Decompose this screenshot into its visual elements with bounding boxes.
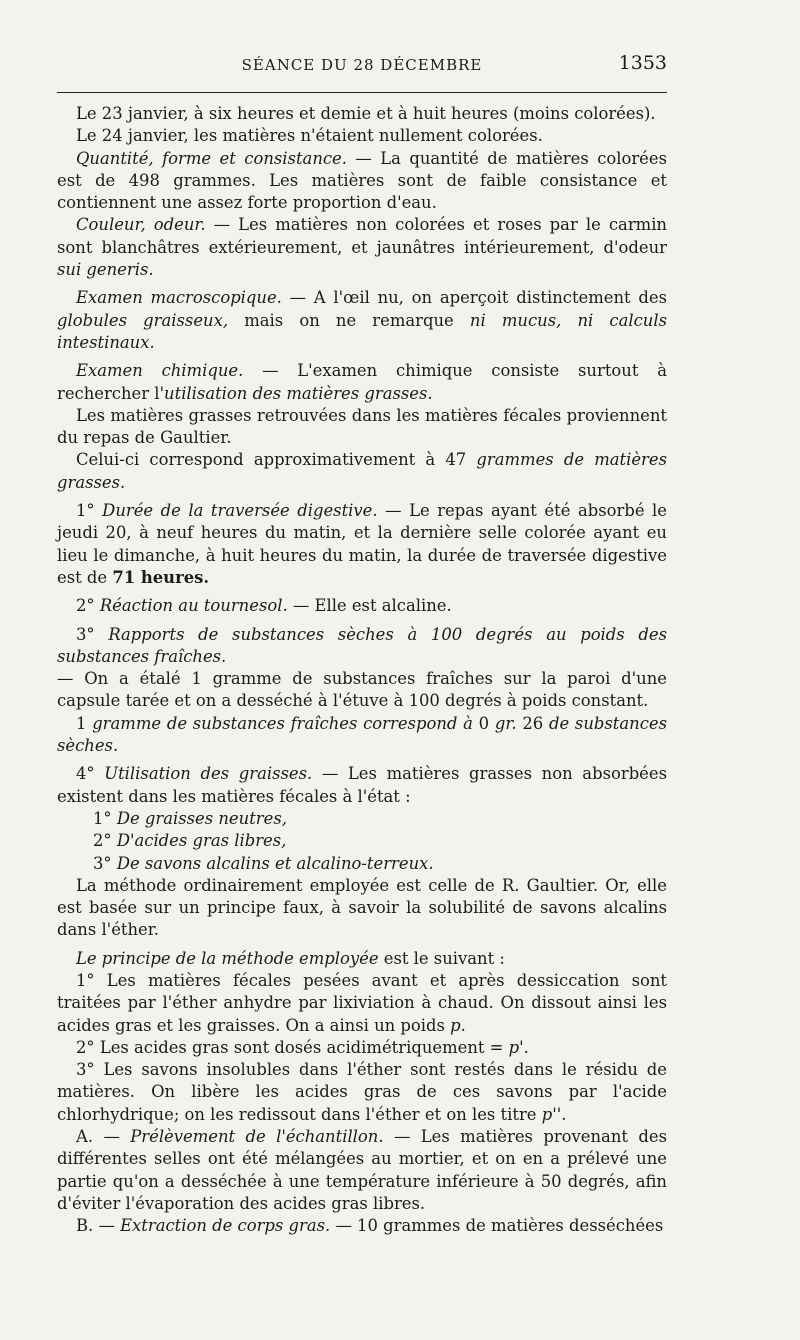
list-item bbox=[93, 830, 667, 852]
text: De savons alcalins et alcalino-terreux. bbox=[116, 853, 434, 873]
section-label: A. — bbox=[76, 1127, 131, 1147]
document-page bbox=[57, 50, 667, 1238]
item-number: 4° bbox=[76, 764, 95, 784]
running-head: SÉANCE DU 28 DÉCEMBRE bbox=[241, 56, 483, 74]
text: sui generis. bbox=[57, 260, 154, 280]
text: De graisses neutres, bbox=[116, 808, 287, 828]
item-number: 1° bbox=[93, 808, 112, 828]
paragraph-heading: Examen chimique. bbox=[76, 361, 244, 381]
text: D'acides gras libres, bbox=[116, 831, 287, 851]
paragraph-heading: Durée de la traversée digestive. bbox=[102, 501, 378, 521]
paragraph bbox=[57, 1059, 667, 1126]
text: mais on ne remarque bbox=[228, 310, 470, 330]
item-number: 3° bbox=[76, 624, 95, 644]
paragraph-heading: Le principe de la méthode employée bbox=[76, 948, 379, 968]
text: Celui-ci correspond approximativement à 47 bbox=[76, 450, 477, 470]
variable: p'' bbox=[541, 1104, 562, 1124]
paragraph-heading: Couleur, odeur. bbox=[76, 215, 206, 235]
paragraph bbox=[57, 668, 667, 713]
paragraph bbox=[57, 595, 667, 617]
text: utilisation des matières grasses. bbox=[164, 383, 433, 403]
paragraph-heading: Utilisation des graisses. bbox=[104, 764, 313, 784]
paragraph bbox=[57, 148, 667, 215]
text: — Le repas ayant été absorbé le jeudi 20, à neuf heures du matin, et la dernière selle colorée ayant eu lieu le dimanche, à huit heures du matin, la durée de traversée digestive est de bbox=[57, 501, 667, 587]
text: gramme de substances fraîches correspond à bbox=[92, 713, 473, 733]
paragraph bbox=[57, 1126, 667, 1215]
paragraph-heading: Quantité, forme et consistance. bbox=[76, 148, 347, 168]
text: — 10 grammes de matières desséchées bbox=[330, 1216, 664, 1236]
text: La méthode ordinairement employée est celle de R. Gaultier. Or, elle est basée sur un principe faux, à savoir la solubilité de savons alcalins dans l'éther. bbox=[57, 875, 667, 940]
paragraph bbox=[57, 287, 667, 354]
list bbox=[57, 808, 667, 875]
text: Le 23 janvier, à six heures et demie et à huit heures (moins colorées). bbox=[76, 104, 656, 123]
paragraph bbox=[57, 763, 667, 808]
text: globules graisseux, bbox=[57, 310, 229, 330]
paragraph-heading: Réaction au tournesol. bbox=[99, 596, 288, 616]
text: 3° Les savons insolubles dans l'éther sont restés dans le résidu de matières. On libère les acides gras de ces savons par l'acide chlorhydrique; on les redissout dans l'éther et on les titre bbox=[57, 1060, 667, 1124]
text: — La quantité de matières colorées est de 498 grammes. Les matières sont de faible consistance et contiennent une assez forte proportion d'eau. bbox=[57, 148, 667, 213]
paragraph bbox=[57, 970, 667, 1037]
text: . bbox=[523, 1037, 529, 1057]
paragraph bbox=[57, 1037, 667, 1059]
text: 71 heures. bbox=[112, 567, 210, 587]
text: — Elle est alcaline. bbox=[287, 596, 452, 616]
document-body bbox=[57, 103, 667, 1238]
paragraph bbox=[57, 1215, 667, 1237]
text: ni mucus, ni calculs intestinaux. bbox=[57, 310, 668, 352]
text: — Les matières non colorées et roses par le carmin sont blanchâtres extérieurement, et jaunâtres intérieurement, d'odeur bbox=[57, 215, 667, 257]
paragraph bbox=[57, 214, 667, 281]
list-item bbox=[93, 853, 667, 875]
paragraph-heading: Examen macroscopique. bbox=[76, 288, 282, 308]
text: 0 bbox=[472, 713, 495, 733]
text: 1 bbox=[76, 713, 93, 733]
text: grammes de matières grasses. bbox=[57, 450, 668, 492]
paragraph bbox=[57, 449, 667, 494]
header-rule bbox=[57, 92, 667, 93]
paragraph bbox=[57, 624, 667, 669]
text: est le suivant : bbox=[378, 948, 505, 968]
paragraph bbox=[57, 948, 667, 970]
text: — On a étalé 1 gramme de substances fraîches sur la paroi d'une capsule tarée et on a desséché à l'étuve à 100 degrés à poids constant. bbox=[57, 669, 667, 711]
text: 2° Les acides gras sont dosés acidimétriquement = bbox=[76, 1037, 509, 1057]
paragraph bbox=[57, 405, 667, 450]
text: — A l'œil nu, on aperçoit distinctement des bbox=[281, 288, 667, 308]
text: Le 24 janvier, les matières n'étaient nullement colorées. bbox=[76, 126, 543, 146]
page-number: 1353 bbox=[618, 52, 667, 74]
text: . bbox=[460, 1015, 466, 1035]
text: 1° Les matières fécales pesées avant et après dessiccation sont traitées par l'éther anhydre par lixiviation à chaud. On dissout ainsi les acides gras et les graisses. On a ainsi un poids bbox=[57, 970, 667, 1035]
paragraph bbox=[57, 713, 667, 758]
item-number: 3° bbox=[93, 853, 112, 873]
variable: p bbox=[450, 1015, 461, 1035]
list-item bbox=[93, 808, 667, 830]
variable: p' bbox=[508, 1037, 524, 1057]
paragraph bbox=[57, 125, 667, 147]
text: . bbox=[561, 1104, 567, 1124]
item-number: 2° bbox=[93, 831, 112, 851]
paragraph-heading: Rapports de substances sèches à 100 degrés au poids des substances fraîches. bbox=[57, 624, 667, 666]
section-label: B. — bbox=[76, 1216, 121, 1236]
text: de substances sèches. bbox=[57, 713, 668, 756]
text: Les matières grasses retrouvées dans les matières fécales proviennent du repas de Gaultier. bbox=[57, 405, 667, 448]
paragraph bbox=[57, 360, 667, 405]
text: — Les matières grasses non absorbées existent dans les matières fécales à l'état : bbox=[57, 764, 667, 806]
item-number: 2° bbox=[76, 596, 95, 616]
text: — L'examen chimique consiste surtout à rechercher l' bbox=[57, 361, 667, 403]
text: 26 bbox=[516, 713, 549, 733]
item-number: 1° bbox=[76, 501, 95, 521]
paragraph bbox=[57, 103, 667, 125]
page-header bbox=[57, 50, 667, 84]
text: gr. bbox=[494, 713, 517, 733]
paragraph-heading: Prélèvement de l'échantillon. bbox=[130, 1127, 384, 1147]
paragraph-heading: Extraction de corps gras. bbox=[120, 1216, 331, 1236]
paragraph bbox=[57, 500, 667, 589]
paragraph bbox=[57, 875, 667, 942]
text: — Les matières provenant des différentes selles ont été mélangées au mortier, et on en a prélevé une partie qu'on a desséchée à une température inférieure à 50 degrés, afin d'éviter l'évaporation des acides gras libres. bbox=[57, 1127, 667, 1213]
